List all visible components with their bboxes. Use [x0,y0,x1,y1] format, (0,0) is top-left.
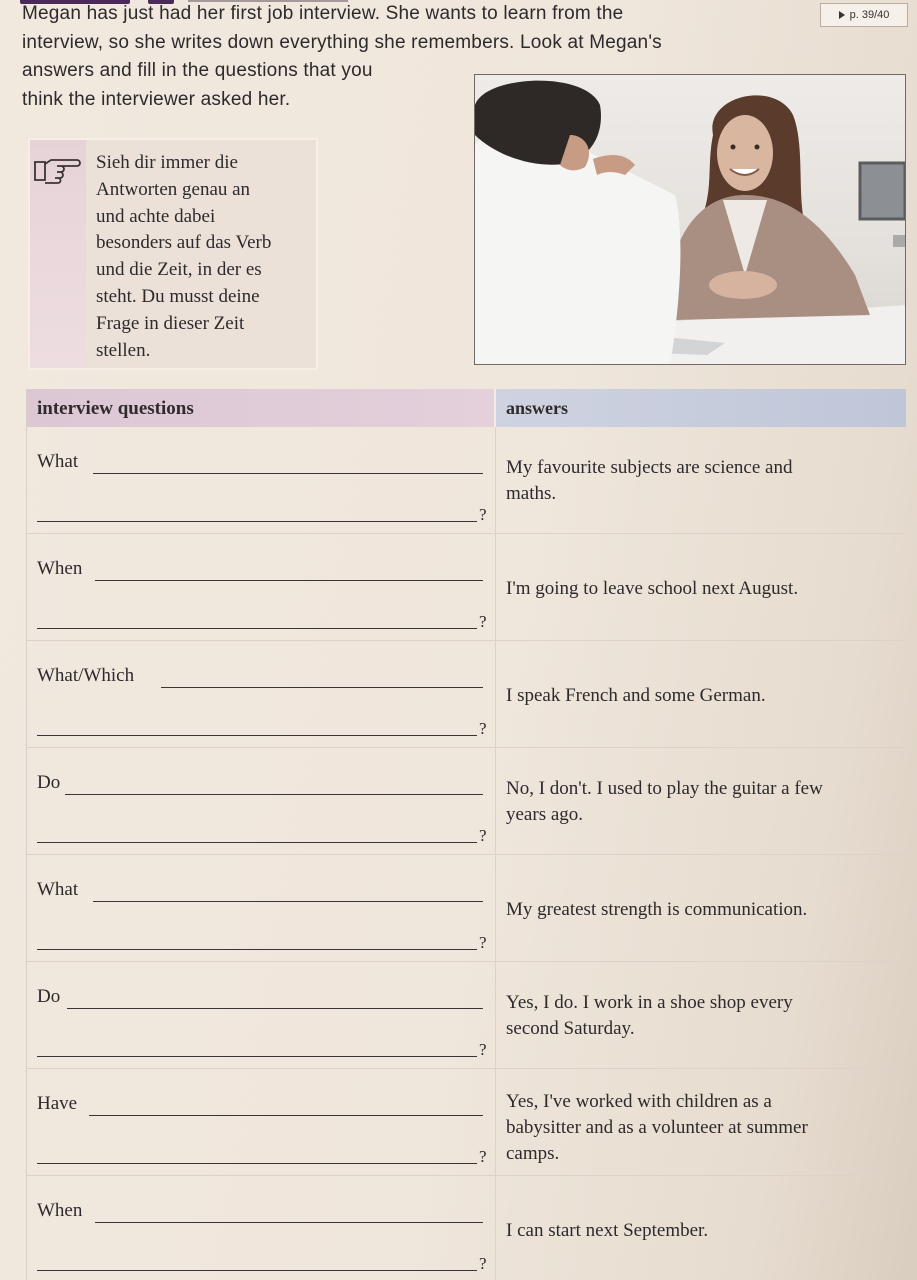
answer-blank-line[interactable] [93,901,483,902]
answer-blank-line[interactable] [89,1115,483,1116]
table-row [27,962,906,1069]
question-start: What [37,879,79,900]
answer-cell [496,962,906,1068]
tip-text [96,150,316,364]
question-start: Do [37,986,61,1007]
answer-blank-line[interactable] [37,628,477,629]
answer-cell [496,534,906,640]
column-header-answers: answers [496,389,906,427]
interview-photo [474,74,906,365]
answer-text [506,897,886,923]
answer-cell [496,855,906,961]
answer-line: Yes, I've worked with children as a [506,1091,772,1112]
answer-blank-line[interactable] [37,735,477,736]
tip-line: Frage in dieser Zeit [96,312,245,334]
tip-line: stellen. [96,339,151,361]
page-reference-text: p. 39/40 [849,9,890,21]
answer-text [506,776,886,828]
answer-text [506,455,886,507]
question-cell [27,1069,496,1175]
question-cell [27,1176,496,1280]
arrow-right-icon [839,11,845,19]
question-mark: ? [479,933,487,952]
answer-line: camps. [506,1143,560,1164]
question-start: When [37,558,83,579]
question-cell [27,641,496,747]
answer-blank-line[interactable] [37,949,477,950]
answer-text [506,990,886,1042]
question-cell [27,748,496,854]
question-start: When [37,1200,83,1221]
pointing-hand-icon [33,156,83,186]
tip-line: und achte dabei [96,205,216,227]
answer-line: I speak French and some German. [506,685,766,706]
table-row [27,427,906,534]
woman-hands [709,271,777,299]
question-mark: ? [479,1254,487,1273]
tip-line: steht. Du musst deine [96,285,260,307]
answer-line: Yes, I do. I work in a shoe shop every [506,992,793,1013]
answer-line: maths. [506,483,557,504]
table-row [27,641,906,748]
answer-cell [496,1069,906,1175]
question-cell [27,962,496,1068]
table-row [27,534,906,641]
woman-jacket [665,195,870,320]
question-start: Do [37,772,61,793]
table-row [27,1176,906,1280]
answer-blank-line[interactable] [65,794,483,795]
answer-line: My favourite subjects are science and [506,457,793,478]
answer-blank-line[interactable] [37,1163,477,1164]
answer-line: No, I don't. I used to play the guitar a few [506,778,823,799]
wall-picture [860,163,905,219]
instruction-line: Megan has just had her first job interview. She wants to learn from the [22,3,624,24]
question-mark: ? [479,826,487,845]
answer-text [506,1089,886,1167]
woman-eye [755,145,760,150]
column-header-questions: interview questions [27,389,496,427]
instruction-line: answers and fill in the questions that you [22,60,373,81]
table-header [27,389,906,427]
answer-line: babysitter and as a volunteer at summer [506,1117,808,1138]
question-start: What [37,451,79,472]
tip-line: besonders auf das Verb [96,232,272,254]
answer-blank-line[interactable] [37,1270,477,1271]
interview-illustration [475,75,906,365]
question-start: What/Which [37,665,135,686]
answer-blank-line[interactable] [37,842,477,843]
answer-blank-line[interactable] [37,1056,477,1057]
page-reference-badge [820,3,908,27]
question-cell [27,427,496,533]
interview-table [26,389,906,1280]
question-mark: ? [479,719,487,738]
answer-line: I'm going to leave school next August. [506,578,799,599]
tip-line: Sieh dir immer die [96,152,238,173]
answer-text [506,683,886,709]
answer-cell [496,748,906,854]
answer-cell [496,1176,906,1280]
answer-line: years ago. [506,804,584,825]
question-cell [27,534,496,640]
woman-eye [731,145,736,150]
question-cell [27,855,496,961]
answer-cell [496,427,906,533]
wall-detail [893,235,906,247]
answer-blank-line[interactable] [93,473,483,474]
answer-blank-line[interactable] [95,580,483,581]
table-row [27,748,906,855]
answer-line: My greatest strength is communication. [506,899,808,920]
instruction-line: interview, so she writes down everything she remembers. Look at Megan's [22,31,662,53]
table-row [27,855,906,962]
table-row [27,1069,906,1176]
question-mark: ? [479,505,487,524]
question-mark: ? [479,612,487,631]
tip-line: und die Zeit, in der es [96,259,262,281]
instruction-line: think the interviewer asked her. [22,88,291,110]
answer-blank-line[interactable] [37,521,477,522]
question-mark: ? [479,1040,487,1059]
question-start: Have [37,1093,78,1114]
answer-cell [496,641,906,747]
answer-blank-line[interactable] [161,687,483,688]
tip-line: Antworten genau an [96,178,251,200]
tip-box [28,138,318,370]
answer-line: I can start next September. [506,1220,709,1241]
question-mark: ? [479,1147,487,1166]
answer-text [506,1218,886,1244]
answer-blank-line[interactable] [95,1222,483,1223]
answer-text [506,576,886,602]
answer-blank-line[interactable] [67,1008,483,1009]
answer-line: second Saturday. [506,1018,635,1039]
woman-face [717,115,773,191]
